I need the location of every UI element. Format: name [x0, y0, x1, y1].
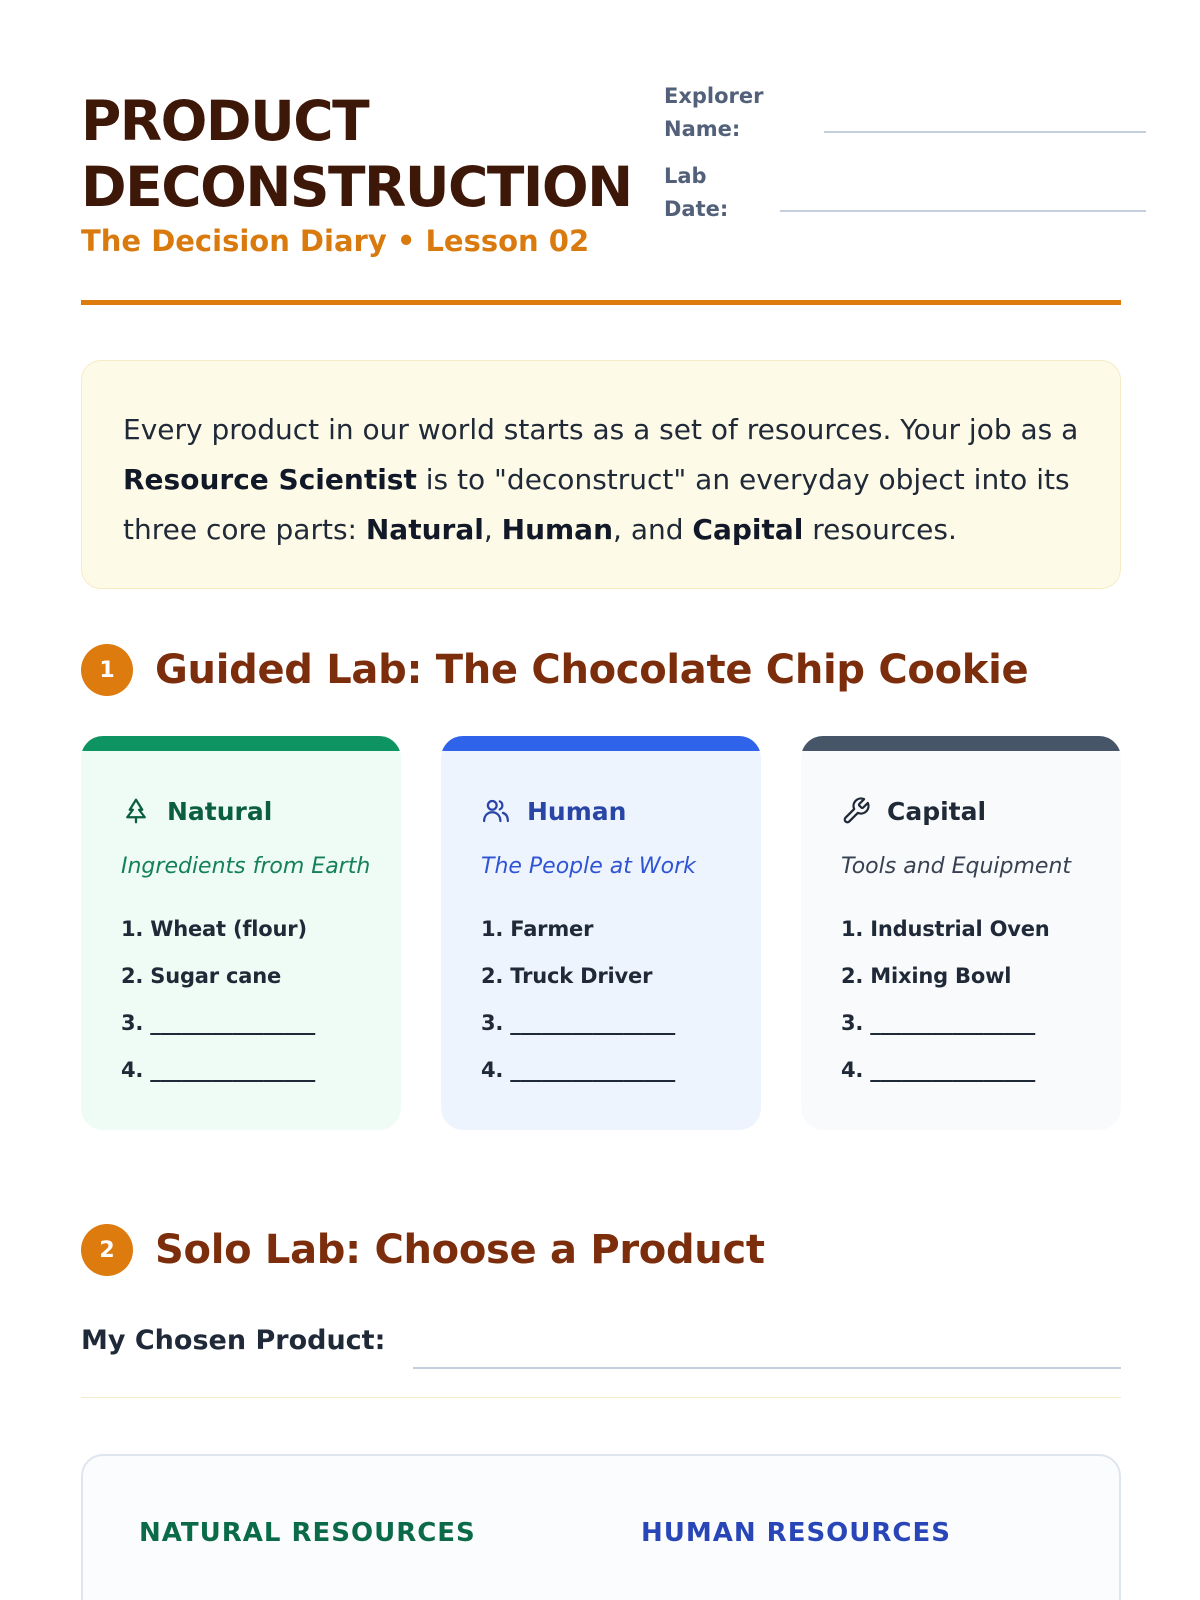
- intro-bold-resource-scientist: Resource Scientist: [123, 463, 417, 496]
- wrench-icon: [841, 796, 871, 826]
- list-item[interactable]: 3. ________________: [121, 1011, 316, 1035]
- list-item: 2. Truck Driver: [481, 964, 653, 988]
- card-header: [481, 794, 741, 828]
- page-title-line-2: DECONSTRUCTION: [81, 155, 632, 219]
- intro-text-2: is to "deconstruct" an everyday object into its three core parts:: [123, 463, 1070, 546]
- explorer-label-line-1: Explorer: [664, 84, 764, 108]
- page-title-line-1: PRODUCT: [81, 89, 369, 153]
- lab-date-line[interactable]: [780, 210, 1146, 212]
- list-item: 1. Industrial Oven: [841, 917, 1050, 941]
- intro-text-1: Every product in our world starts as a set of resources. Your job as a: [123, 413, 1079, 446]
- intro-text-5: resources.: [803, 513, 957, 546]
- list-item[interactable]: 4. ________________: [121, 1058, 316, 1082]
- chosen-product-line[interactable]: [413, 1367, 1121, 1369]
- intro-box: [81, 360, 1121, 589]
- section-title: Solo Lab: Choose a Product: [155, 1227, 765, 1273]
- capital-card: [801, 736, 1121, 1130]
- list-item: 2. Sugar cane: [121, 964, 282, 988]
- section-2-heading: [81, 1224, 765, 1276]
- card-header: [121, 794, 381, 828]
- date-label-line-2: Date:: [664, 197, 729, 221]
- date-label-line-1: Lab: [664, 164, 707, 188]
- header-divider: [81, 300, 1121, 305]
- title-block: [81, 88, 632, 258]
- natural-card: [81, 736, 401, 1130]
- lab-date-label: [664, 160, 774, 226]
- tree-icon: [121, 796, 151, 826]
- card-list: [841, 906, 1101, 1094]
- card-subtitle: Tools and Equipment: [841, 854, 1072, 879]
- intro-text-4: , and: [613, 513, 693, 546]
- list-item[interactable]: 3. ________________: [841, 1011, 1036, 1035]
- card-header: [841, 794, 1101, 828]
- lab-date-field: [664, 160, 1146, 226]
- card-subtitle: Ingredients from Earth: [121, 854, 371, 879]
- chosen-product-label: My Chosen Product:: [81, 1325, 386, 1356]
- list-item: 1. Wheat (flour): [121, 917, 307, 941]
- section-divider: [81, 1397, 1121, 1398]
- intro-bold-capital: Capital: [692, 513, 804, 546]
- card-list: [121, 906, 381, 1094]
- list-item: 2. Mixing Bowl: [841, 964, 1012, 988]
- card-title: Human: [527, 796, 627, 826]
- section-1-heading: [81, 644, 1028, 696]
- section-number-badge: 2: [81, 1224, 133, 1276]
- chosen-product-field: [81, 1325, 1121, 1356]
- section-title: Guided Lab: The Chocolate Chip Cookie: [155, 647, 1029, 693]
- intro-bold-human: Human: [501, 513, 614, 546]
- human-card: [441, 736, 761, 1130]
- card-list: [481, 906, 741, 1094]
- people-icon: [481, 796, 511, 826]
- list-item[interactable]: 4. ________________: [841, 1058, 1036, 1082]
- page-subtitle: The Decision Diary • Lesson 02: [81, 224, 590, 258]
- explorer-name-field: [664, 80, 1146, 146]
- solo-lab-workspace: [81, 1454, 1121, 1600]
- section-number-badge: 1: [81, 644, 133, 696]
- card-title: Natural: [167, 796, 273, 826]
- explorer-name-line[interactable]: [824, 131, 1146, 133]
- intro-bold-natural: Natural: [365, 513, 484, 546]
- list-item[interactable]: 4. ________________: [481, 1058, 676, 1082]
- card-subtitle: The People at Work: [481, 854, 696, 879]
- card-title: Capital: [887, 796, 987, 826]
- list-item[interactable]: 3. ________________: [481, 1011, 676, 1035]
- explorer-label-line-2: Name:: [664, 117, 741, 141]
- intro-text-3: ,: [483, 513, 502, 546]
- natural-resources-heading: NATURAL RESOURCES: [139, 1518, 476, 1548]
- human-resources-heading: HUMAN RESOURCES: [641, 1518, 951, 1548]
- list-item: 1. Farmer: [481, 917, 594, 941]
- explorer-name-label: [664, 80, 774, 146]
